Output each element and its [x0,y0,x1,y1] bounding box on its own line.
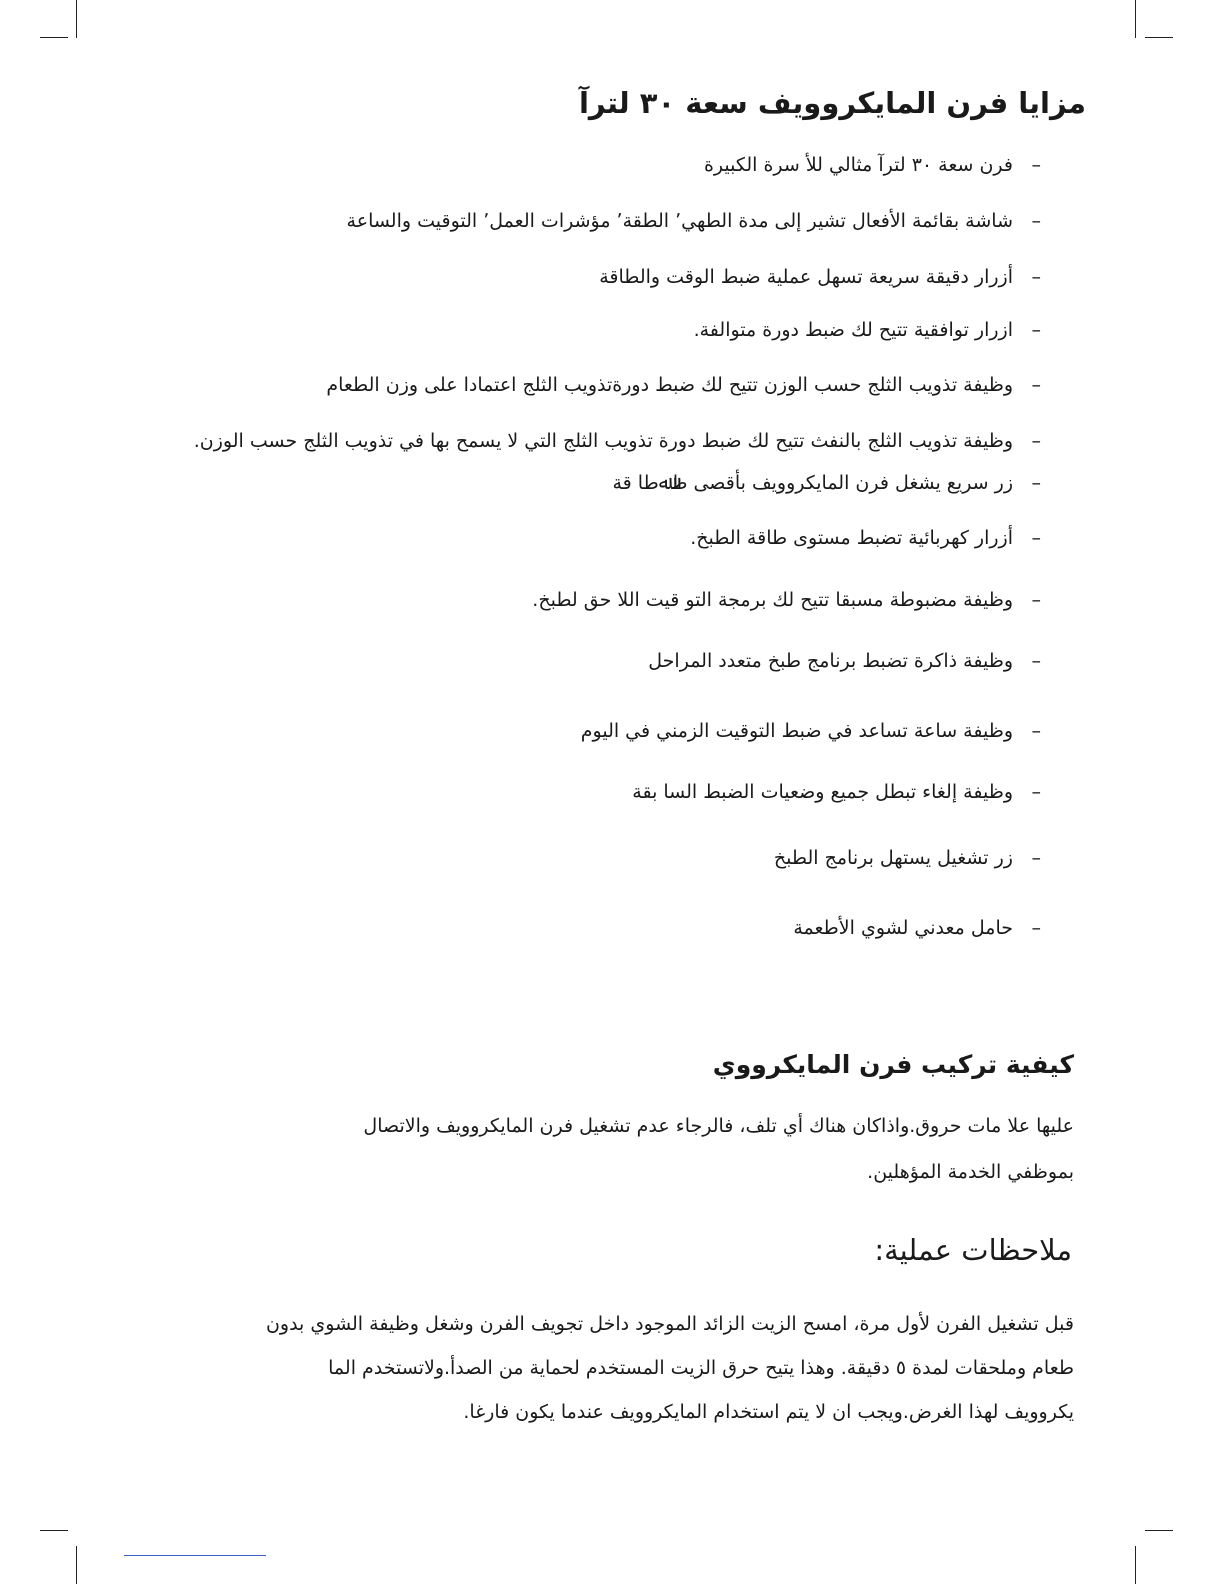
dash-bullet: – [1031,589,1041,611]
notes-paragraph: قبل تشغيل الفرن لأول مرة، امسح الزيت الزائد الموجود داخل تجويف الفرن وشغل وظيفة الشوي بدون طعام وملحقات لمدة ٥ دقيقة. وهذا يتيح حرق الزيت المستخدم لحماية من الصدأ.ولاتستخدم الما يكروويف لهذا الغرض.ويجب ان لا يتم استخدام المايكروويف عندما يكون فارغا. [265,1313,1074,1423]
dash-bullet: – [1031,319,1041,341]
dash-bullet: – [1031,847,1041,869]
dash-bullet: – [1031,917,1041,939]
dash-bullet: – [1031,266,1041,288]
dash-bullet: – [1031,472,1041,494]
install-heading: كيفية تركيب فرن المايكرووي [712,1050,1074,1079]
footer-divider [124,1555,266,1556]
list-item: – فرن سعة ٣٠ لترآ مثالي للأ سرة الكبيرة [181,145,1041,185]
list-item: – شاشة بقائمة الأفعال تشير إلى مدة الطهي٬ الطقة٬ مؤشرات العمل٬ التوقيت والساعة [181,201,1041,241]
list-item: – ازرار توافقية تتيح لك ضبط دورة متوالفة. [181,310,1041,350]
list-item: – زر تشغيل يستهل برنامج الطبخ [181,838,1041,878]
list-item: – وظيفة تذويب الثلج حسب الوزن تتيح لك ضبط دورةتذويب الثلج اعتمادا على وزن الطعام [181,365,1041,405]
list-item: – أزرار دقيقة سريعة تسهل عملية ضبط الوقت والطاقة [181,257,1041,297]
feature-list [181,145,1041,948]
dash-bullet: – [1031,430,1041,452]
list-item: – أزرار كهربائية تضبط مستوى طاقة الطبخ. [181,518,1041,558]
dash-bullet: – [1031,210,1041,232]
list-item: – زر سريع يشغل فرن المايكروويف بأقصى ظﷲطا قة [181,463,1041,503]
list-item: – وظيفة تذويب الثلج بالنفث تتيح لك ضبط دورة تذويب الثلج التي لا يسمح بها في تذويب الثلج حسب الوزن. [181,419,1041,463]
dash-bullet: – [1031,781,1041,803]
dash-bullet: – [1031,527,1041,549]
dash-bullet: – [1031,374,1041,396]
list-item: – وظيفة إلغاء تبطل جميع وضعيات الضبط السا بقة [181,772,1041,812]
list-item: – وظيفة ساعة تساعد في ضبط التوقيت الزمني في اليوم [181,711,1041,751]
notes-heading: ملاحظات عملية: [874,1233,1072,1267]
list-item: – حامل معدني لشوي الأطعمة [181,908,1041,948]
dash-bullet: – [1031,720,1041,742]
list-item: – وظيفة مضبوطة مسبقا تتيح لك برمجة التو قيت اللا حق لطبخ. [181,580,1041,620]
dash-bullet: – [1031,154,1041,176]
dash-bullet: – [1031,650,1041,672]
install-paragraph: عليها علا مات حروق.واذاكان هناك أي تلف، فالرجاء عدم تشغيل فرن المايكروويف والاتصال بموظفي الخدمة المؤهلين. [363,1115,1074,1183]
list-item: – وظيفة ذاكرة تضبط برنامج طبخ متعدد المراحل [181,641,1041,681]
page-title: مزايا فرن المايكروويف سعة ٣٠ لترآ [578,86,1086,120]
